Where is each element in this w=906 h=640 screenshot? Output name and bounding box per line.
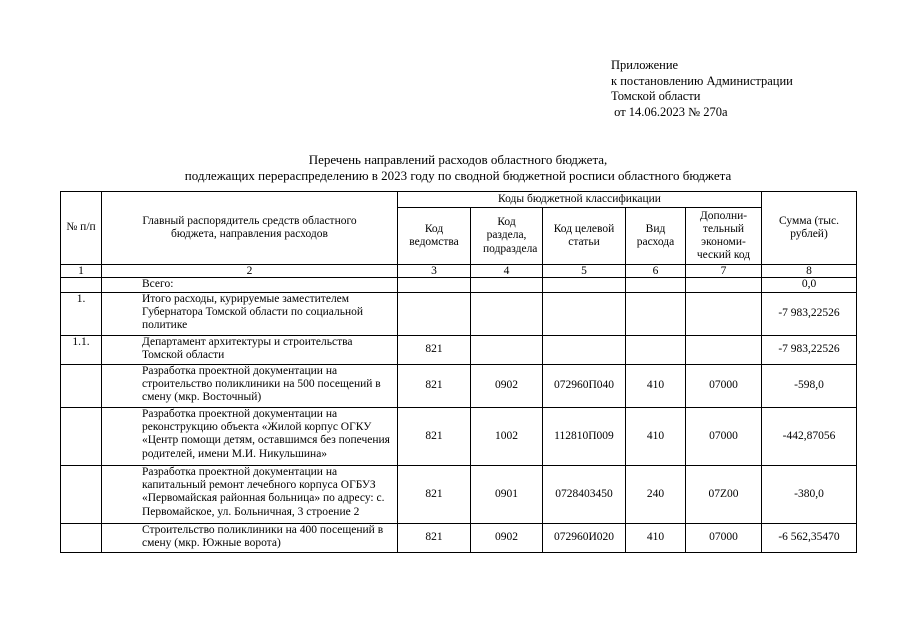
appendix-line: к постановлению Администрации: [611, 73, 793, 88]
row-sum: -598,0: [762, 365, 857, 408]
header-name: Главный распорядитель средств областного бюджета, направления расходов: [102, 192, 398, 265]
row-type: 410: [626, 365, 686, 408]
row-section: 0902: [471, 365, 543, 408]
col-number: 3: [398, 265, 471, 278]
header-codes-group: Коды бюджетной классификации: [398, 192, 762, 208]
row-name: Разработка проектной документации на капитальный ремонт лечебного корпуса ОГБУЗ «Первомайская районная больница» по адресу: с. Первомайское, ул. Больничная, 3 строение 2: [102, 466, 398, 524]
header-type: Вид расхода: [626, 208, 686, 265]
row-num: [61, 524, 102, 553]
table-row: [61, 466, 857, 524]
row-type: 240: [626, 466, 686, 524]
row-name: Разработка проектной документации на строительство поликлиники на 500 посещений в смену (мкр. Восточный): [102, 365, 398, 408]
row-sum: -442,87056: [762, 408, 857, 466]
table-row-total: [61, 278, 857, 293]
row-extra: [686, 336, 762, 365]
table-row: [61, 365, 857, 408]
row-num: [61, 365, 102, 408]
col-number: 8: [762, 265, 857, 278]
header-section: Код раздела, подраздела: [471, 208, 543, 265]
row-sum: -380,0: [762, 466, 857, 524]
row-num: [61, 408, 102, 466]
row-target: 0728403450: [543, 466, 626, 524]
appendix-line: Томской области: [611, 89, 701, 103]
row-type: 410: [626, 408, 686, 466]
col-number: 2: [102, 265, 398, 278]
row-num: 1.: [61, 293, 102, 336]
header-dept: Код ведомства: [398, 208, 471, 265]
row-num: 1.1.: [61, 336, 102, 365]
table-row: [61, 336, 857, 365]
row-dept: 821: [398, 336, 471, 365]
header-num: № п/п: [61, 192, 102, 265]
appendix-block: [611, 58, 793, 120]
row-dept: 821: [398, 466, 471, 524]
row-num: [61, 466, 102, 524]
row-extra: 07000: [686, 408, 762, 466]
col-number: 1: [61, 265, 102, 278]
table-row: [61, 293, 857, 336]
row-dept: 821: [398, 408, 471, 466]
row-name: Строительство поликлиники на 400 посещений в смену (мкр. Южные ворота): [102, 524, 398, 553]
row-sum: -6 562,35470: [762, 524, 857, 553]
row-extra: 07000: [686, 524, 762, 553]
row-name: Разработка проектной документации на реконструкцию объекта «Жилой корпус ОГКУ «Центр помощи детям, оставшимся без попечения родителей, имени М.И. Никульшина»: [102, 408, 398, 466]
row-target: 112810П009: [543, 408, 626, 466]
title-line: подлежащих перераспределению в 2023 году по сводной бюджетной росписи областного бюджета: [184, 168, 732, 183]
table-row: [61, 524, 857, 553]
row-section: 0901: [471, 466, 543, 524]
row-extra: 07000: [686, 365, 762, 408]
row-name: Департамент архитектуры и строительства Томской области: [102, 336, 398, 365]
total-label: Всего:: [102, 278, 398, 293]
row-target: 072960И020: [543, 524, 626, 553]
table-row: [61, 408, 857, 466]
row-type: [626, 336, 686, 365]
budget-table: [60, 191, 857, 553]
col-number: 5: [543, 265, 626, 278]
row-dept: 821: [398, 365, 471, 408]
header-target: Код целевой статьи: [543, 208, 626, 265]
row-extra: 07Z00: [686, 466, 762, 524]
row-section: 0902: [471, 524, 543, 553]
header-sum: Сумма (тыс. рублей): [762, 192, 857, 265]
title-line: Перечень направлений расходов областного бюджета,: [308, 152, 608, 167]
col-number: 4: [471, 265, 543, 278]
row-sum: -7 983,22526: [762, 293, 857, 336]
row-section: 1002: [471, 408, 543, 466]
appendix-line: Приложение: [611, 58, 679, 72]
total-sum: 0,0: [762, 278, 857, 293]
row-extra: [686, 293, 762, 336]
row-type: 410: [626, 524, 686, 553]
row-sum: -7 983,22526: [762, 336, 857, 365]
row-target: [543, 336, 626, 365]
row-section: [471, 293, 543, 336]
row-target: [543, 293, 626, 336]
document-title: [60, 152, 856, 184]
col-number: 7: [686, 265, 762, 278]
col-number: 6: [626, 265, 686, 278]
appendix-line: от 14.06.2023 № 270а: [611, 104, 728, 119]
row-dept: 821: [398, 524, 471, 553]
header-extra: Дополни-тельный экономи-ческий код: [686, 208, 762, 265]
row-dept: [398, 293, 471, 336]
row-type: [626, 293, 686, 336]
row-section: [471, 336, 543, 365]
row-target: 072960П040: [543, 365, 626, 408]
row-name: Итого расходы, курируемые заместителем Губернатора Томской области по социальной политике: [102, 293, 398, 336]
